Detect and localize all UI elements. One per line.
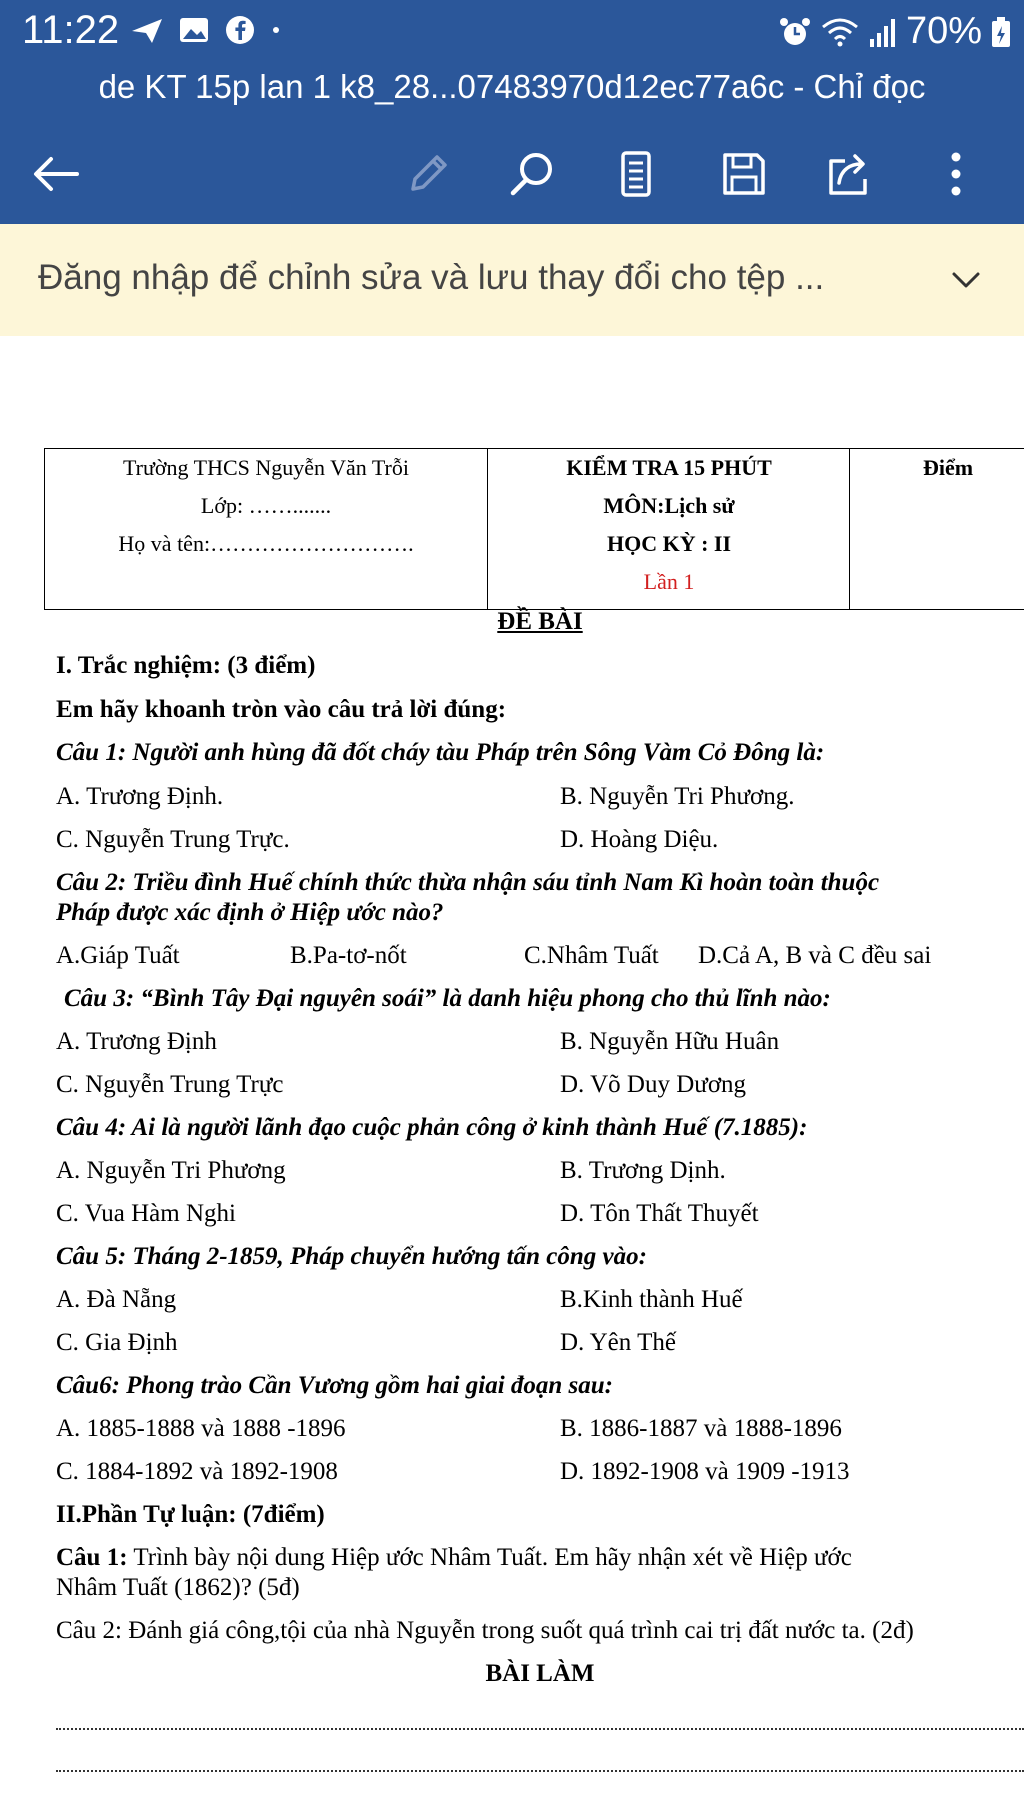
attempt: Lần 1	[643, 569, 695, 594]
q5-option-b: B.Kinh thành Huế	[560, 1286, 743, 1313]
battery-icon	[990, 15, 1012, 49]
notification-icons	[130, 14, 282, 46]
battery-percent: 70%	[905, 10, 982, 52]
student-info-cell	[45, 449, 487, 609]
document-title: de KT 15p lan 1 k8_28...07483970d12ec77a6c - Chỉ đọc	[0, 62, 1024, 124]
edit-button[interactable]	[396, 142, 460, 206]
status-bar	[0, 0, 1024, 62]
image-icon	[178, 15, 210, 45]
q4-option-b: B. Trương Dịnh.	[560, 1157, 726, 1184]
q4-option-d: D. Tôn Thất Thuyết	[560, 1200, 759, 1227]
clock: 11:22	[22, 8, 120, 52]
send-icon	[130, 15, 164, 45]
chevron-down-icon[interactable]	[948, 262, 984, 298]
q6-option-a: A. 1885-1888 và 1888 -1896	[56, 1415, 346, 1442]
exam-title: KIỂM TRA 15 PHÚT	[566, 455, 772, 480]
banner-message: Đăng nhập để chỉnh sửa và lưu thay đổi cho tệp ...	[38, 258, 825, 297]
q3-option-b: B. Nguyễn Hữu Huân	[560, 1028, 780, 1055]
score-label: Điểm	[922, 455, 974, 480]
save-button[interactable]	[712, 142, 776, 206]
alarm-icon	[778, 15, 812, 49]
dot-icon	[270, 24, 282, 36]
search-icon	[507, 149, 557, 199]
q6-option-b: B. 1886-1887 và 1888-1896	[560, 1415, 842, 1442]
q5-option-c: C. Gia Định	[56, 1329, 178, 1356]
q6-option-c: C. 1884-1892 và 1892-1908	[56, 1458, 338, 1485]
instruction: Em hãy khoanh tròn vào câu trả lời đúng:	[56, 696, 507, 723]
q2-option-c: C.Nhâm Tuất	[524, 942, 659, 969]
section-essay: II.Phần Tự luận: (7điểm)	[56, 1501, 325, 1528]
q1-option-c: C. Nguyễn Trung Trực.	[56, 826, 290, 853]
term: HỌC KỲ : II	[606, 531, 732, 556]
q5-option-a: A. Đà Nẵng	[56, 1286, 177, 1313]
share-icon	[825, 149, 875, 199]
reading-view-button[interactable]	[604, 142, 668, 206]
sign-in-banner[interactable]	[0, 224, 1024, 336]
q3-option-a: A. Trương Định	[56, 1028, 217, 1055]
q6-option-d: D. 1892-1908 và 1909 -1913	[560, 1458, 850, 1485]
question-3: Câu 3: “Bình Tây Đại nguyên soái” là danh hiệu phong cho thủ lĩnh nào:	[64, 985, 831, 1012]
question-4: Câu 4: Ai là người lãnh đạo cuộc phản công ở kinh thành Huế (7.1885):	[56, 1114, 808, 1141]
question-5: Câu 5: Tháng 2-1859, Pháp chuyển hướng tấn công vào:	[56, 1243, 647, 1270]
subject: MÔN:Lịch sử	[603, 493, 735, 518]
back-arrow-icon	[31, 154, 81, 194]
search-button[interactable]	[500, 142, 564, 206]
q2-option-b: B.Pa-tơ-nốt	[290, 942, 407, 969]
back-button[interactable]	[24, 142, 88, 206]
essay-question-1-line-1	[56, 1544, 1024, 1572]
essay-1-label: Câu 1:	[56, 1544, 128, 1571]
exam-info-cell	[487, 449, 850, 609]
question-2-line-2: Pháp được xác định ở Hiệp ước nào?	[56, 899, 444, 926]
section-multiple-choice: I. Trắc nghiệm: (3 điểm)	[56, 652, 316, 679]
exam-heading: ĐỀ BÀI	[497, 608, 583, 635]
wifi-icon	[820, 15, 860, 49]
reading-view-icon	[616, 149, 656, 199]
answer-heading: BÀI LÀM	[485, 1660, 595, 1687]
more-icon	[946, 149, 966, 199]
document-page	[0, 336, 1024, 1820]
q4-option-a: A. Nguyễn Tri Phương	[56, 1157, 286, 1184]
q2-option-a: A.Giáp Tuất	[56, 942, 180, 969]
q5-option-d: D. Yên Thế	[560, 1329, 676, 1356]
q3-option-d: D. Võ Duy Dương	[560, 1071, 747, 1098]
score-cell	[849, 449, 1024, 609]
essay-question-2: Câu 2: Đánh giá công,tội của nhà Nguyễn trong suốt quá trình cai trị đất nước ta. (2đ)	[56, 1617, 914, 1644]
q2-option-d: D.Cả A, B và C đều sai	[698, 942, 932, 969]
more-options-button[interactable]	[924, 142, 988, 206]
facebook-icon	[224, 14, 256, 46]
answer-line	[56, 1770, 1024, 1772]
save-icon	[719, 149, 769, 199]
name-field: Họ và tên:……………………….	[118, 531, 414, 556]
q1-option-d: D. Hoàng Diệu.	[560, 826, 719, 853]
q4-option-c: C. Vua Hàm Nghi	[56, 1200, 236, 1227]
q1-option-b: B. Nguyễn Tri Phương.	[560, 783, 795, 810]
share-button[interactable]	[818, 142, 882, 206]
toolbar	[0, 124, 1024, 224]
school-name: Trường THCS Nguyễn Văn Trỗi	[123, 455, 409, 480]
answer-line	[56, 1728, 1024, 1730]
question-6: Câu6: Phong trào Cần Vương gồm hai giai đoạn sau:	[56, 1372, 614, 1399]
essay-1-text: Trình bày nội dung Hiệp ước Nhâm Tuất. Em hãy nhận xét về Hiệp ước	[127, 1544, 852, 1571]
essay-question-1-line-2: Nhâm Tuất (1862)? (5đ)	[56, 1574, 300, 1601]
exam-header-table	[44, 448, 1024, 610]
signal-icon	[868, 15, 898, 49]
q1-option-a: A. Trương Định.	[56, 783, 224, 810]
system-icons	[778, 10, 1012, 53]
class-field: Lớp: …….......	[200, 493, 332, 518]
question-1: Câu 1: Người anh hùng đã đốt cháy tàu Pháp trên Sông Vàm Cỏ Đông là:	[56, 739, 825, 766]
q3-option-c: C. Nguyễn Trung Trực	[56, 1071, 284, 1098]
pencil-icon	[403, 149, 453, 199]
question-2-line-1: Câu 2: Triều đình Huế chính thức thừa nhận sáu tỉnh Nam Kì hoàn toàn thuộc	[56, 869, 880, 896]
